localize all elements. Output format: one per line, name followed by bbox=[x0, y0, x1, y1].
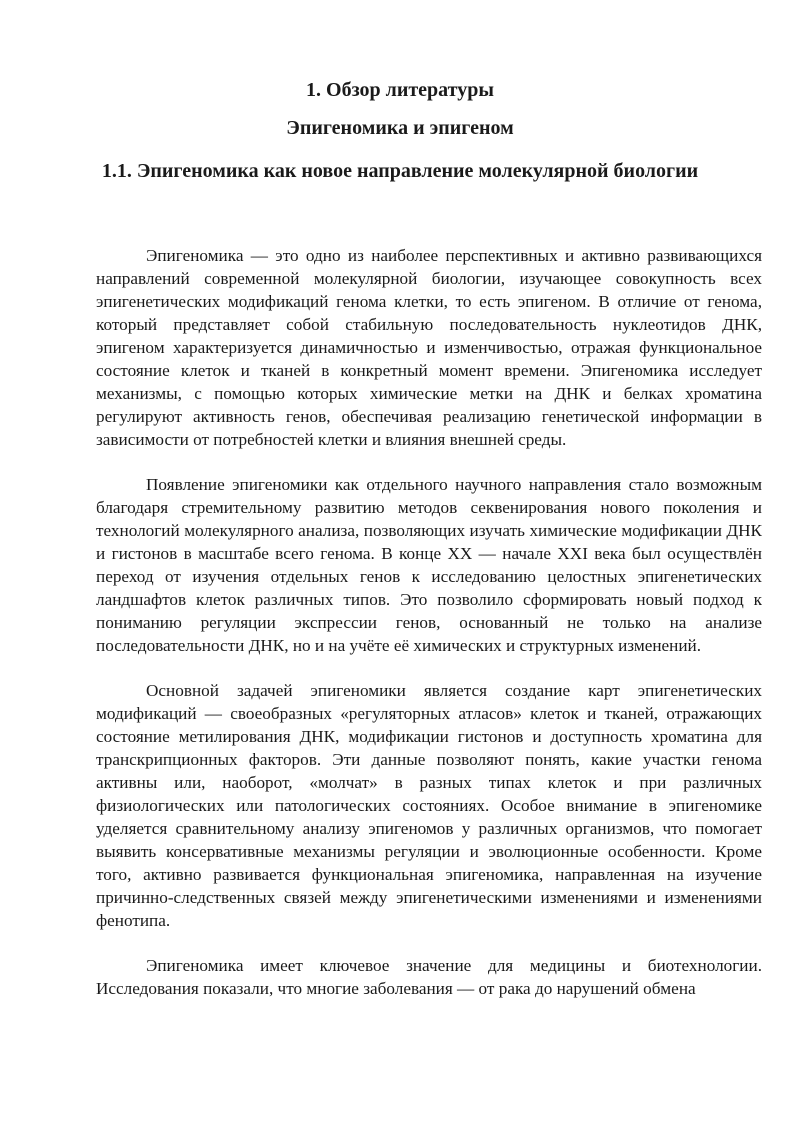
body-text bbox=[96, 244, 762, 1022]
paragraph-1: Эпигеномика — это одно из наиболее перспективных и активно развивающихся направлений современной молекулярной биологии, изучающее совокупность всех эпигенетических модификаций генома клетки, то есть эпигеном. В отличие от генома, который представляет собой стабильную последовательность нуклеотидов ДНК, эпигеном характеризуется динамичностью и изменчивостью, отражая функциональное состояние клеток и тканей в конкретный момент времени. Эпигеномика исследует механизмы, с помощью которых химические метки на ДНК и белках хроматина регулируют активность генов, обеспечивая реализацию генетической информации в зависимости от потребностей клетки и влияния внешней среды. bbox=[96, 246, 762, 449]
paragraph-3: Основной задачей эпигеномики является создание карт эпигенетических модификаций — своеобразных «регуляторных атласов» клеток и тканей, отражающих состояние метилирования ДНК, модификации гистонов и доступность хроматина для транскрипционных факторов. Эти данные позволяют понять, какие участки генома активны или, наоборот, «молчат» в разных типах клеток и при различных физиологических или патологических состояниях. Особое внимание в эпигеномике уделяется сравнительному анализу эпигеномов у различных организмов, что помогает выявить консервативные механизмы регуляции и эволюционные особенности. Кроме того, активно развивается функциональная эпигеномика, направленная на изучение причинно-следственных связей между эпигенетическими изменениями и изменениями фенотипа. bbox=[96, 681, 762, 930]
paragraph-4: Эпигеномика имеет ключевое значение для медицины и биотехнологии. Исследования показали, что многие заболевания — от рака до нарушений обмена bbox=[96, 956, 762, 998]
paragraph-2: Появление эпигеномики как отдельного научного направления стало возможным благодаря стремительному развитию методов секвенирования нового поколения и технологий молекулярного анализа, позволяющих изучать химические модификации ДНК и гистонов в масштабе всего генома. В конце XX — начале XXI века был осуществлён переход от изучения отдельных генов к исследованию целостных эпигенетических ландшафтов клеток различных типов. Это позволило сформировать новый подход к пониманию регуляции экспрессии генов, основанный не только на анализе последовательности ДНК, но и на учёте её химических и структурных изменений. bbox=[96, 475, 762, 655]
chapter-title: 1. Обзор литературы bbox=[306, 79, 494, 101]
subsection-title: 1.1. Эпигеномика как новое направление молекулярной биологии bbox=[101, 160, 699, 182]
section-title: Эпигеномика и эпигеном bbox=[286, 117, 514, 139]
